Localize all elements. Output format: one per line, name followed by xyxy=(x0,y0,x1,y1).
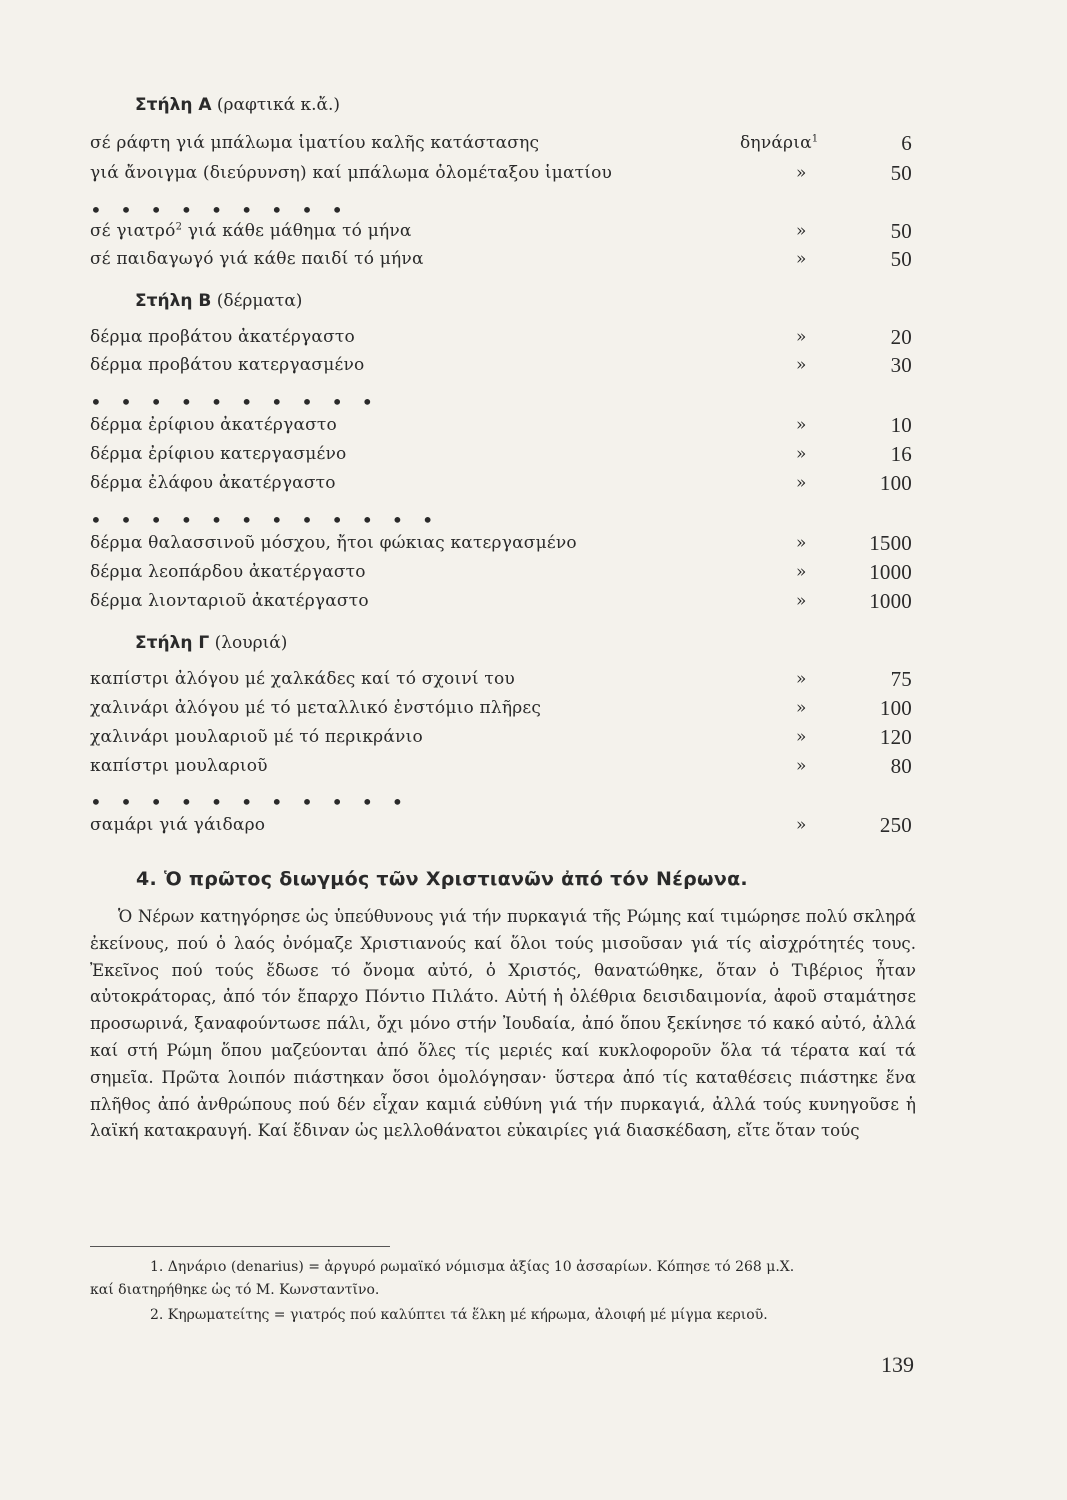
price-row xyxy=(90,751,916,781)
ditto-mark: » xyxy=(796,698,807,718)
item-text-part: σέ γιατρό xyxy=(90,221,176,241)
price-value: 10 xyxy=(890,413,912,437)
price-value: 1500 xyxy=(869,531,912,555)
item-text: δέρμα ἐλάφου ἀκατέργαστο xyxy=(90,473,336,493)
ellipsis-dots: • • • • • • • • • • • • xyxy=(90,508,440,532)
item-text: δέρμα λιονταριοῦ ἀκατέργαστο xyxy=(90,591,369,611)
price-value: 1000 xyxy=(869,560,912,584)
ditto-mark: » xyxy=(796,756,807,776)
ditto-mark: » xyxy=(796,473,807,493)
ditto-mark: » xyxy=(796,562,807,582)
item-text: σαμάρι γιά γάιδαρο xyxy=(90,815,266,835)
price-value: 50 xyxy=(890,161,912,185)
body-paragraph: Ὁ Νέρων κατηγόρησε ὡς ὑπεύθυνους γιά τήν πυρκαγιά τῆς Ρώμης καί τιμώρησε πολύ σκληρά ἐκείνους, πού ὁ λαός ὀνόμαζε Χριστιανούς καί ὅλοι τούς μισοῦσαν γιά τίς αἰσχρότητές τους. Ἐκεῖνος πού τούς ἔδωσε τό ὄνομα αὐτό, ὁ Χριστός, θανατώθηκε, ὅταν ὁ Τιβέριος ἦταν αὐτοκράτορας, ἀπό τόν ἔπαρχο Πόντιο Πιλάτο. Αὐτή ἡ ὀλέθρια δεισιδαιμονία, ἀφοῦ σταμάτησε προσωρινά, ξαναφούντωσε πάλι, ὄχι μόνο στήν Ἰουδαία, ἀπό ὅπου ξεκίνησε τό κακό αὐτό, ἀλλά καί στή Ρώμη ὅπου μαζεύονται ἀπό ὅλες τίς μεριές καί κυκλοφοροῦν ὅλα τά τέρατα καί τά σημεῖα. Πρῶτα λοιπόν πιάστηκαν ὅσοι ὁμολόγησαν· ὕστερα ἀπό τίς καταθέσεις πιάστηκε ἕνα πλῆθος ἀπό ἀνθρώπους πού δέν εἶχαν καμιά εὐθύνη γιά τήν πυρκαγιά, ἀλλά τούς κυνηγοῦσε ἡ λαϊκή κατακραυγή. Καί ἔδιναν ὡς μελλοθάνατοι εὐκαιρίες γιά διασκέδαση, εἴτε ὅταν τούς xyxy=(90,907,916,1141)
item-text: χαλινάρι ἀλόγου μέ τό μεταλλικό ἐνστόμιο πλῆρες xyxy=(90,698,542,718)
footnote-1-cont: καί διατηρήθηκε ὡς τό Μ. Κωνσταντῖνο. xyxy=(90,1282,380,1298)
price-row xyxy=(90,693,916,723)
footnote-ref: 1 xyxy=(811,133,819,145)
price-row xyxy=(90,557,916,587)
price-value: 50 xyxy=(890,247,912,271)
price-row xyxy=(90,128,916,158)
price-value: 30 xyxy=(890,353,912,377)
unit-label xyxy=(740,128,860,158)
item-text: χαλινάρι μουλαριοῦ μέ τό περικράνιο xyxy=(90,727,423,747)
price-value: 75 xyxy=(890,667,912,691)
price-row xyxy=(90,322,916,352)
item-text: δέρμα θαλασσινοῦ μόσχου, ἤτοι φώκιας κατεργασμένο xyxy=(90,533,577,553)
item-text: δέρμα προβάτου ἀκατέργαστο xyxy=(90,327,355,347)
ditto-mark: » xyxy=(796,591,807,611)
item-text xyxy=(90,216,412,246)
price-row xyxy=(90,586,916,616)
ditto-mark: » xyxy=(796,415,807,435)
unit-text: δηνάρια xyxy=(740,133,812,153)
price-row xyxy=(90,158,916,188)
price-value: 250 xyxy=(879,813,912,837)
price-row xyxy=(90,810,916,840)
price-value: 16 xyxy=(890,442,912,466)
page-number: 139 xyxy=(881,1352,914,1377)
item-text: καπίστρι μουλαριοῦ xyxy=(90,756,268,776)
footnote-2: 2. Κηρωματείτης = γιατρός πού καλύπτει τά ἕλκη μέ κήρωμα, ἀλοιφή μέ μίγμα κεριοῦ. xyxy=(150,1307,768,1323)
section-b-heading-rest: (δέρματα) xyxy=(216,291,303,311)
price-value: 80 xyxy=(890,754,912,778)
section-a-heading xyxy=(135,90,340,120)
ditto-mark: » xyxy=(796,669,807,689)
price-row xyxy=(90,528,916,558)
price-value: 1000 xyxy=(869,589,912,613)
footnote-1: 1. Δηνάριο (denarius) = ἀργυρό ρωμαϊκό νόμισμα ἀξίας 10 ἀσσαρίων. Κόπησε τό 268 μ.Χ. xyxy=(150,1259,795,1275)
price-row xyxy=(90,410,916,440)
item-text: σέ ράφτη γιά μπάλωμα ἱματίου καλῆς κατάστασης xyxy=(90,133,540,153)
price-value: 6 xyxy=(901,131,912,155)
price-row xyxy=(90,468,916,498)
section-b-heading-bold: Στήλη Β xyxy=(135,291,212,311)
item-text: γιά ἄνοιγμα (διεύρυνση) καί μπάλωμα ὁλομέταξου ἱματίου xyxy=(90,163,613,183)
price-value: 20 xyxy=(890,325,912,349)
price-row xyxy=(90,244,916,274)
ditto-mark: » xyxy=(796,815,807,835)
item-text: καπίστρι ἀλόγου μέ χαλκάδες καί τό σχοινί του xyxy=(90,669,515,689)
ellipsis-dots: • • • • • • • • • • • xyxy=(90,790,410,814)
price-row xyxy=(90,439,916,469)
price-row xyxy=(90,216,916,246)
item-text-part: γιά κάθε μάθημα τό μήνα xyxy=(182,221,412,241)
price-row xyxy=(90,722,916,752)
ditto-mark: » xyxy=(796,327,807,347)
price-value: 100 xyxy=(879,696,912,720)
price-row xyxy=(90,664,916,694)
section-c-heading-bold: Στήλη Γ xyxy=(135,633,210,653)
section-4-title: 4. Ὁ πρῶτος διωγμός τῶν Χριστιανῶν ἀπό τόν Νέρωνα. xyxy=(136,868,748,890)
item-text: δέρμα ἐρίφιου κατεργασμένο xyxy=(90,444,347,464)
ditto-mark: » xyxy=(796,249,807,269)
section-c-heading xyxy=(135,628,287,658)
item-text: δέρμα προβάτου κατεργασμένο xyxy=(90,355,365,375)
item-text: δέρμα λεοπάρδου ἀκατέργαστο xyxy=(90,562,366,582)
section-c-heading-rest: (λουριά) xyxy=(214,633,288,653)
ditto-mark: » xyxy=(796,444,807,464)
ditto-mark: » xyxy=(796,163,807,183)
section-a-heading-bold: Στήλη Α xyxy=(135,95,212,115)
price-row xyxy=(90,350,916,380)
section-a-heading-rest: (ραφτικά κ.ἄ.) xyxy=(216,95,341,115)
item-text: σέ παιδαγωγό γιά κάθε παιδί τό μήνα xyxy=(90,249,424,269)
ditto-mark: » xyxy=(796,727,807,747)
section-b-heading xyxy=(135,286,302,316)
ditto-mark: » xyxy=(796,355,807,375)
price-value: 120 xyxy=(879,725,912,749)
price-value: 100 xyxy=(879,471,912,495)
price-value: 50 xyxy=(890,219,912,243)
ditto-mark: » xyxy=(796,221,807,241)
ditto-mark: » xyxy=(796,533,807,553)
item-text: δέρμα ἐρίφιου ἀκατέργαστο xyxy=(90,415,337,435)
ellipsis-dots: • • • • • • • • • • xyxy=(90,390,380,414)
footnote-ref: 2 xyxy=(175,221,183,233)
ellipsis-dots: • • • • • • • • • xyxy=(90,198,350,222)
footnote-divider xyxy=(90,1246,390,1247)
